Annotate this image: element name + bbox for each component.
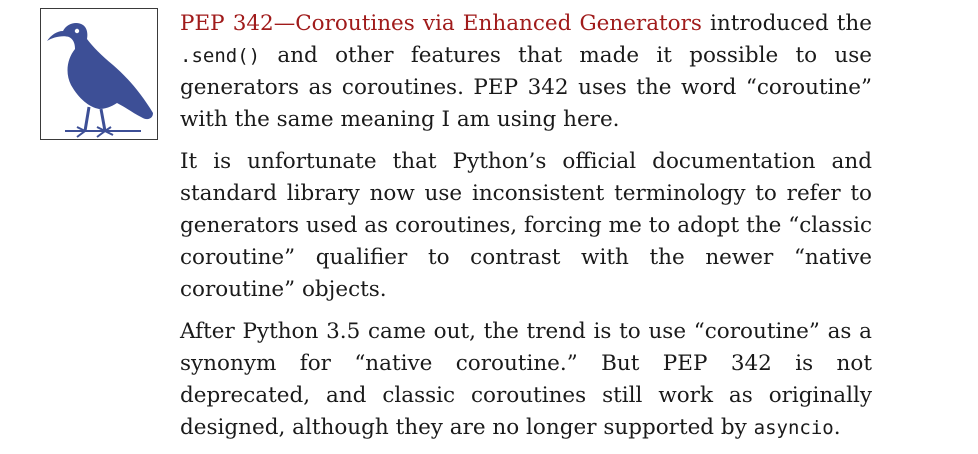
send-code: .send() xyxy=(180,45,261,67)
p3-text-2: . xyxy=(833,415,841,440)
asyncio-code: asyncio xyxy=(753,417,834,439)
note-text xyxy=(180,8,872,454)
paragraph-2: It is unfortunate that Python’s official documentation and standard library now use inconsistent terminology to refer to generators used as coroutines, forcing me to adopt the “classic coroutine” qualifier to contrast with the newer “native coroutine” objects. xyxy=(180,149,872,302)
paragraph-1 xyxy=(180,8,872,136)
bird-icon xyxy=(41,9,159,141)
p1-text-2: and other features that made it possible to use generators as coroutines. PEP 342 uses the word “coroutine” with the same meaning I am using here. xyxy=(180,43,872,132)
p3-text-1: After Python 3.5 came out, the trend is to use “coroutine” as a synonym for “native coroutine.” But PEP 342 is not deprecated, and classic coroutines still work as originally designed, although they are no longer supported by xyxy=(180,319,872,440)
paragraph-3 xyxy=(180,316,872,444)
note-icon-box xyxy=(40,8,158,140)
p1-text-1: introduced the xyxy=(701,11,872,36)
pep342-link[interactable]: PEP 342—Coroutines via Enhanced Generators xyxy=(180,11,702,36)
